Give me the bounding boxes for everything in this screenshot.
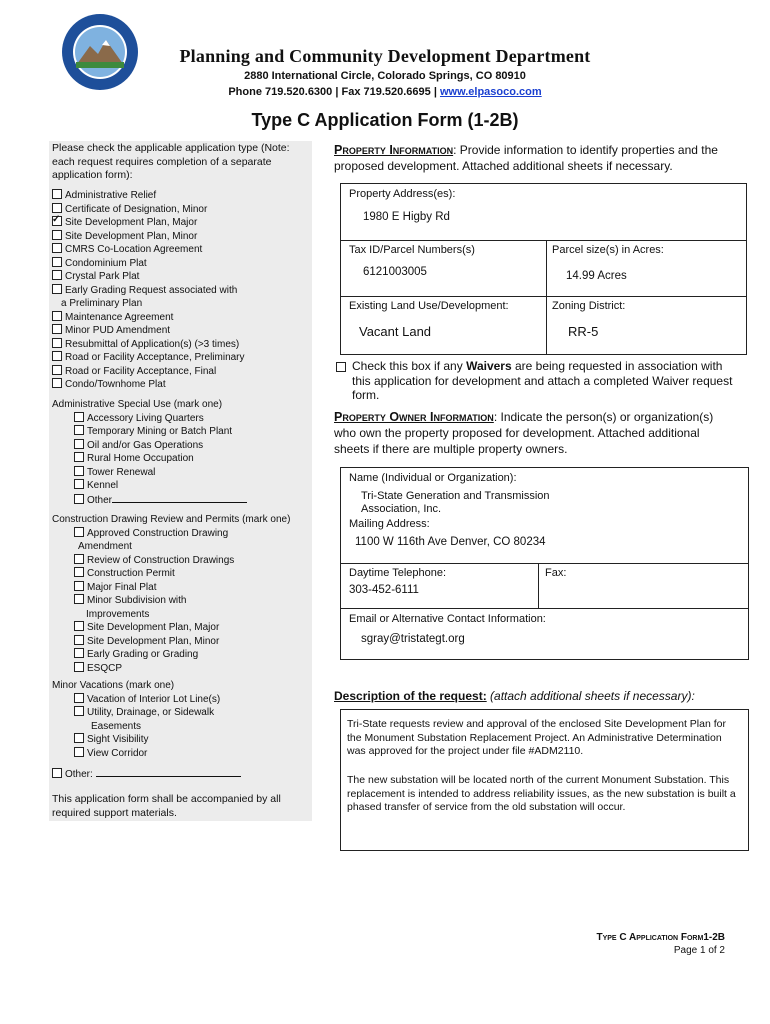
special-use-option[interactable]: Oil and/or Gas Operations <box>52 439 307 453</box>
owner-name-label: Name (Individual or Organization): <box>349 472 517 484</box>
type-condo-townhome[interactable]: Condo/Townhome Plat <box>52 378 307 392</box>
description-heading: Description of the request: <box>334 689 487 703</box>
type-sdp-major[interactable]: ✓Site Development Plan, Major <box>52 216 307 230</box>
checkbox[interactable] <box>52 257 62 267</box>
checkbox[interactable] <box>52 189 62 199</box>
construction-option[interactable]: Minor Subdivision with <box>52 594 307 608</box>
special-use-other[interactable]: Other <box>52 493 307 508</box>
department-address: 2880 International Circle, Colorado Springs, CO 80910 <box>244 70 526 82</box>
type-administrative-relief[interactable]: Administrative Relief <box>52 189 307 203</box>
special-use-option[interactable]: Accessory Living Quarters <box>52 412 307 426</box>
construction-option[interactable]: Construction Permit <box>52 567 307 581</box>
mailing-address-field[interactable]: 1100 W 116th Ave Denver, CO 80234 <box>355 536 546 548</box>
description-paragraph-1: Tri-State requests review and approval of the enclosed Site Development Plan for the Monument Substation Replacement Project. An Administrative Determination was approved for the project under file #ADM2110. <box>347 718 726 757</box>
checkbox[interactable] <box>74 733 84 743</box>
land-use-label: Existing Land Use/Development: <box>349 300 509 312</box>
property-info-intro: Property Information: Provide information to identify properties and the proposed development. Attached additional sheets if necessary. <box>334 143 718 173</box>
checkbox[interactable] <box>52 324 62 334</box>
description-intro: Description of the request: (attach additional sheets if necessary): <box>334 689 695 703</box>
form-title: Type C Application Form (1-2B) <box>251 110 519 130</box>
county-seal-logo <box>60 12 140 92</box>
owner-info-table <box>340 467 749 660</box>
vacation-option[interactable]: Utility, Drainage, or Sidewalk <box>52 706 307 720</box>
special-use-group <box>52 398 307 507</box>
checkbox[interactable] <box>74 439 84 449</box>
checkbox[interactable] <box>74 466 84 476</box>
construction-option[interactable]: Site Development Plan, Minor <box>52 635 307 649</box>
contact-line <box>140 86 630 98</box>
checkbox[interactable] <box>74 412 84 422</box>
daytime-phone-field[interactable]: 303-452-6111 <box>349 584 419 596</box>
parcel-size-field[interactable]: 14.99 Acres <box>566 270 627 282</box>
checkbox[interactable] <box>74 693 84 703</box>
checkbox[interactable] <box>52 270 62 280</box>
waiver-row <box>334 359 744 403</box>
waiver-text: Check this box if any Waivers are being requested in association with this application for development and attach a completed Waiver request form. <box>352 359 733 402</box>
vacation-option[interactable]: Vacation of Interior Lot Line(s) <box>52 693 307 707</box>
checkbox[interactable] <box>74 747 84 757</box>
property-address-field[interactable]: 1980 E Higby Rd <box>363 211 450 223</box>
checkbox[interactable] <box>52 338 62 348</box>
tax-id-label: Tax ID/Parcel Numbers(s) <box>349 244 475 256</box>
checkbox[interactable] <box>52 203 62 213</box>
checkbox[interactable] <box>74 494 84 504</box>
type-road-prelim[interactable]: Road or Facility Acceptance, Preliminary <box>52 351 307 365</box>
vacation-option[interactable]: View Corridor <box>52 747 307 761</box>
daytime-phone-label: Daytime Telephone: <box>349 567 447 579</box>
type-maintenance-agreement[interactable]: Maintenance Agreement <box>52 311 307 325</box>
construction-option[interactable]: ESQCP <box>52 662 307 676</box>
type-certificate-designation[interactable]: Certificate of Designation, Minor <box>52 203 307 217</box>
type-cmrs[interactable]: CMRS Co-Location Agreement <box>52 243 307 257</box>
land-use-field[interactable]: Vacant Land <box>359 324 432 339</box>
description-box[interactable] <box>340 709 749 851</box>
checkbox[interactable] <box>74 527 84 537</box>
checkbox[interactable] <box>74 567 84 577</box>
special-use-heading: Administrative Special Use (mark one) <box>52 399 223 410</box>
vacation-option-cont: Easements <box>91 720 142 732</box>
mailing-address-label: Mailing Address: <box>349 518 430 530</box>
checkbox-checked[interactable] <box>52 216 62 226</box>
owner-info-heading: Property Owner Information <box>334 410 494 424</box>
construction-group <box>52 513 307 675</box>
construction-option-cont: Amendment <box>78 541 132 552</box>
checkbox[interactable] <box>74 452 84 462</box>
checkbox[interactable] <box>74 594 84 604</box>
type-resubmittal[interactable]: Resubmittal of Application(s) (>3 times) <box>52 338 307 352</box>
type-condominium-plat[interactable]: Condominium Plat <box>52 257 307 271</box>
email-field[interactable]: sgray@tristategt.org <box>361 633 465 645</box>
property-info-heading: Property Information <box>334 143 454 157</box>
checkbox[interactable] <box>74 479 84 489</box>
checkbox[interactable] <box>52 351 62 361</box>
footer-page-number: Page 1 of 2 <box>673 945 725 956</box>
phone-fax: Phone 719.520.6300 | Fax 719.520.6695 | <box>228 86 440 98</box>
checkbox[interactable] <box>52 243 62 253</box>
website-link[interactable]: www.elpasoco.com <box>439 86 542 98</box>
tax-id-field[interactable]: 6121003005 <box>363 266 427 278</box>
zoning-label: Zoning District: <box>552 300 626 312</box>
sidebar-intro: Please check the applicable application type (Note: each request requires completion of a separate application form): <box>52 142 290 181</box>
checkbox[interactable] <box>52 230 62 240</box>
zoning-field[interactable]: RR-5 <box>568 324 599 339</box>
checkbox[interactable] <box>52 378 62 388</box>
checkbox[interactable] <box>52 311 62 321</box>
checkbox[interactable] <box>52 768 62 778</box>
construction-option[interactable]: Early Grading or Grading <box>52 648 307 662</box>
waiver-checkbox[interactable] <box>336 362 346 372</box>
construction-option[interactable]: Site Development Plan, Major <box>52 621 307 635</box>
vacations-group <box>52 679 307 760</box>
checkbox[interactable] <box>74 581 84 591</box>
other-blank-line[interactable] <box>112 493 247 503</box>
application-type-list <box>52 189 307 392</box>
construction-option-cont: Improvements <box>86 608 150 620</box>
checkbox[interactable] <box>52 365 62 375</box>
construction-option[interactable]: Review of Construction Drawings <box>52 554 307 568</box>
sidebar-other[interactable]: Other: <box>52 767 241 782</box>
type-road-final[interactable]: Road or Facility Acceptance, Final <box>52 365 307 379</box>
fax-label: Fax: <box>545 567 567 579</box>
construction-heading: Construction Drawing Review and Permits (mark one) <box>52 514 291 525</box>
type-early-grading-cont: a Preliminary Plan <box>61 298 143 309</box>
sidebar-closing: This application form shall be accompanied by all required support materials. <box>52 793 281 819</box>
special-use-option[interactable]: Tower Renewal <box>52 466 307 480</box>
footer-form-name: Type C Application Form1-2B <box>596 932 725 943</box>
checkbox[interactable] <box>74 662 84 672</box>
type-early-grading[interactable]: Early Grading Request associated with <box>52 284 307 298</box>
special-use-option[interactable]: Temporary Mining or Batch Plant <box>52 425 307 439</box>
type-minor-pud[interactable]: Minor PUD Amendment <box>52 324 307 338</box>
construction-option[interactable]: Approved Construction Drawing <box>52 527 307 541</box>
checkbox[interactable] <box>74 635 84 645</box>
checkbox[interactable] <box>74 554 84 564</box>
construction-option[interactable]: Major Final Plat <box>52 581 307 595</box>
special-use-option[interactable]: Kennel <box>52 479 307 493</box>
vacation-option[interactable]: Sight Visibility <box>52 733 307 747</box>
checkbox[interactable] <box>74 706 84 716</box>
other-blank-line[interactable] <box>96 767 241 777</box>
property-info-table <box>340 183 747 355</box>
department-title: Planning and Community Development Department <box>179 46 591 66</box>
email-label: Email or Alternative Contact Information: <box>349 613 546 625</box>
parcel-size-label: Parcel size(s) in Acres: <box>552 244 664 256</box>
checkbox[interactable] <box>74 648 84 658</box>
type-crystal-park-plat[interactable]: Crystal Park Plat <box>52 270 307 284</box>
checkbox[interactable] <box>52 284 62 294</box>
type-sdp-minor[interactable]: Site Development Plan, Minor <box>52 230 307 244</box>
vacations-heading: Minor Vacations (mark one) <box>52 680 175 691</box>
description-paragraph-2: The new substation will be located north of the current Monument Substation. This replacement is intended to address reliability issues, as the new substation is built a phased transfer of service from the old substation will occur. <box>347 774 736 813</box>
special-use-option[interactable]: Rural Home Occupation <box>52 452 307 466</box>
owner-name-field[interactable]: Tri-State Generation and Transmission Association, Inc. <box>361 490 550 515</box>
property-address-label: Property Address(es): <box>349 188 456 200</box>
checkbox[interactable] <box>74 425 84 435</box>
checkbox[interactable] <box>74 621 84 631</box>
owner-info-intro: Property Owner Information: Indicate the person(s) or organization(s) who own the property proposed for development. Attached additional sheets if there are multiple property owners. <box>334 410 714 456</box>
